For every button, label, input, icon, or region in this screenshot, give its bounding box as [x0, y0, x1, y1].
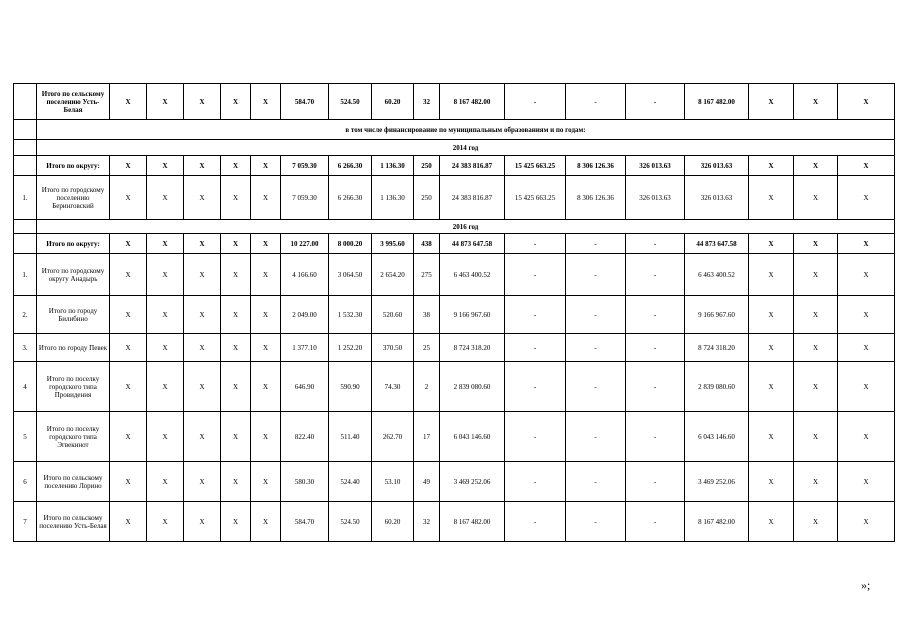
cell: -: [566, 254, 626, 296]
cell: 438: [414, 234, 440, 254]
cell: 370.50: [372, 334, 414, 362]
table-row: [14, 362, 895, 412]
cell: X: [221, 234, 251, 254]
cell: X: [749, 156, 794, 176]
cell: X: [110, 156, 147, 176]
cell: X: [184, 362, 221, 412]
section-row: [14, 120, 895, 140]
cell: X: [184, 296, 221, 334]
cell: 10 227.00: [281, 234, 329, 254]
row-label: Итого по сельскому поселению Лорино: [37, 462, 110, 502]
cell: -: [626, 412, 685, 462]
row-number: [14, 84, 37, 120]
cell: -: [505, 334, 566, 362]
cell: X: [110, 254, 147, 296]
cell: -: [626, 462, 685, 502]
cell: -: [566, 502, 626, 542]
cell: X: [184, 502, 221, 542]
cell: 8 167 482.00: [685, 84, 749, 120]
cell: 580.30: [281, 462, 329, 502]
cell: 38: [414, 296, 440, 334]
cell: -: [505, 362, 566, 412]
cell: -: [566, 412, 626, 462]
cell: -: [566, 462, 626, 502]
cell: X: [838, 412, 895, 462]
row-label: Итого по городу Певек: [37, 334, 110, 362]
cell: -: [626, 234, 685, 254]
cell: 6 266.30: [329, 176, 372, 220]
cell: 60.20: [372, 502, 414, 542]
cell: 8 306 126.36: [566, 156, 626, 176]
cell: X: [838, 84, 895, 120]
cell: 7 059.30: [281, 176, 329, 220]
cell: X: [251, 334, 281, 362]
cell: X: [147, 234, 184, 254]
cell: X: [147, 334, 184, 362]
cell: 275: [414, 254, 440, 296]
cell: X: [147, 84, 184, 120]
cell: X: [221, 362, 251, 412]
cell: 1 252.20: [329, 334, 372, 362]
cell: X: [147, 296, 184, 334]
cell: X: [110, 296, 147, 334]
cell: 6 463 400.52: [685, 254, 749, 296]
cell: X: [794, 234, 838, 254]
cell: X: [184, 176, 221, 220]
table-row: [14, 334, 895, 362]
cell: 250: [414, 156, 440, 176]
cell: X: [794, 362, 838, 412]
cell: X: [251, 502, 281, 542]
cell: X: [110, 84, 147, 120]
cell: X: [251, 254, 281, 296]
table-row: [14, 462, 895, 502]
closing-quote-mark: »;: [861, 578, 871, 592]
cell: X: [251, 296, 281, 334]
cell: X: [110, 502, 147, 542]
cell: 32: [414, 502, 440, 542]
cell: X: [147, 462, 184, 502]
row-label: Итого по городскому округу Анадырь: [37, 254, 110, 296]
cell: X: [251, 412, 281, 462]
cell: 6 043 146.60: [440, 412, 505, 462]
cell: X: [749, 462, 794, 502]
cell: X: [794, 296, 838, 334]
cell: 1 136.30: [372, 176, 414, 220]
cell: 8 167 482.00: [440, 502, 505, 542]
cell: X: [221, 334, 251, 362]
cell: X: [838, 254, 895, 296]
cell: X: [184, 254, 221, 296]
cell: 326 013.63: [626, 156, 685, 176]
table-row: [14, 296, 895, 334]
row-number: [14, 140, 37, 156]
cell: X: [110, 334, 147, 362]
cell: 524.40: [329, 462, 372, 502]
cell: 2 654.20: [372, 254, 414, 296]
cell: 2 049.00: [281, 296, 329, 334]
financing-table: [13, 83, 895, 542]
cell: X: [110, 362, 147, 412]
cell: X: [838, 502, 895, 542]
cell: 584.70: [281, 84, 329, 120]
cell: X: [110, 176, 147, 220]
row-number: 5: [14, 412, 37, 462]
cell: X: [251, 234, 281, 254]
cell: X: [251, 84, 281, 120]
cell: X: [147, 254, 184, 296]
cell: 2 839 080.60: [685, 362, 749, 412]
cell: 8 724 318.20: [440, 334, 505, 362]
row-label: Итого по округу:: [37, 234, 110, 254]
cell: X: [794, 412, 838, 462]
row-number: 7: [14, 502, 37, 542]
cell: -: [626, 334, 685, 362]
cell: -: [505, 296, 566, 334]
section-title: в том числе финансирование по муниципальным образованиям и по годам:: [37, 120, 895, 140]
cell: X: [221, 296, 251, 334]
cell: 8 724 318.20: [685, 334, 749, 362]
row-number: 6: [14, 462, 37, 502]
cell: X: [749, 502, 794, 542]
cell: X: [184, 234, 221, 254]
table-row: [14, 176, 895, 220]
cell: X: [221, 84, 251, 120]
cell: -: [505, 234, 566, 254]
cell: 524.50: [329, 502, 372, 542]
cell: -: [566, 334, 626, 362]
cell: 74.30: [372, 362, 414, 412]
cell: 326 013.63: [626, 176, 685, 220]
cell: X: [221, 254, 251, 296]
cell: 44 873 647.58: [440, 234, 505, 254]
cell: 1 136.30: [372, 156, 414, 176]
cell: 8 167 482.00: [685, 502, 749, 542]
cell: 250: [414, 176, 440, 220]
cell: 6 463 400.52: [440, 254, 505, 296]
cell: 7 059.30: [281, 156, 329, 176]
cell: -: [626, 502, 685, 542]
cell: 32: [414, 84, 440, 120]
cell: 326 013.63: [685, 156, 749, 176]
cell: X: [184, 462, 221, 502]
cell: -: [566, 234, 626, 254]
cell: 15 425 663.25: [505, 156, 566, 176]
cell: X: [221, 156, 251, 176]
cell: 1 532.30: [329, 296, 372, 334]
cell: X: [794, 156, 838, 176]
year-row: [14, 220, 895, 234]
cell: -: [505, 502, 566, 542]
cell: X: [184, 156, 221, 176]
cell: -: [505, 84, 566, 120]
cell: X: [147, 176, 184, 220]
cell: X: [749, 334, 794, 362]
cell: X: [794, 502, 838, 542]
cell: X: [110, 462, 147, 502]
row-label: Итого по округу:: [37, 156, 110, 176]
cell: 262.70: [372, 412, 414, 462]
cell: X: [251, 156, 281, 176]
cell: X: [184, 84, 221, 120]
cell: X: [749, 234, 794, 254]
cell: 3 995.60: [372, 234, 414, 254]
table-row: [14, 502, 895, 542]
cell: X: [794, 176, 838, 220]
cell: -: [626, 84, 685, 120]
year-heading: 2016 год: [37, 220, 895, 234]
cell: 326 013.63: [685, 176, 749, 220]
cell: X: [838, 462, 895, 502]
row-number: 1.: [14, 254, 37, 296]
cell: X: [147, 412, 184, 462]
cell: X: [838, 156, 895, 176]
cell: X: [221, 502, 251, 542]
cell: X: [251, 462, 281, 502]
year-row: [14, 140, 895, 156]
cell: 3 064.50: [329, 254, 372, 296]
cell: 822.40: [281, 412, 329, 462]
cell: 1 377.10: [281, 334, 329, 362]
cell: X: [838, 176, 895, 220]
row-label: Итого по поселку городского типа Провидения: [37, 362, 110, 412]
cell: 646.90: [281, 362, 329, 412]
cell: 24 383 816.87: [440, 176, 505, 220]
cell: 6 266.30: [329, 156, 372, 176]
cell: X: [838, 234, 895, 254]
row-number: 2.: [14, 296, 37, 334]
cell: 8 306 126.36: [566, 176, 626, 220]
row-number: 4: [14, 362, 37, 412]
cell: 25: [414, 334, 440, 362]
cell: 49: [414, 462, 440, 502]
row-number: [14, 234, 37, 254]
cell: X: [110, 412, 147, 462]
table-row: [14, 234, 895, 254]
cell: X: [184, 334, 221, 362]
cell: X: [147, 502, 184, 542]
cell: -: [566, 84, 626, 120]
row-label: Итого по сельскому поселению Усть-Белая: [37, 502, 110, 542]
cell: X: [221, 412, 251, 462]
cell: X: [749, 296, 794, 334]
cell: 511.40: [329, 412, 372, 462]
cell: 6 043 146.60: [685, 412, 749, 462]
cell: 2 839 080.60: [440, 362, 505, 412]
cell: X: [749, 84, 794, 120]
cell: 3 469 252.06: [440, 462, 505, 502]
cell: X: [147, 156, 184, 176]
cell: 8 000.20: [329, 234, 372, 254]
cell: X: [838, 334, 895, 362]
row-number: [14, 120, 37, 140]
cell: X: [749, 254, 794, 296]
cell: 524.50: [329, 84, 372, 120]
cell: 44 873 647.58: [685, 234, 749, 254]
cell: -: [626, 254, 685, 296]
cell: X: [221, 176, 251, 220]
table-row: [14, 254, 895, 296]
cell: 584.70: [281, 502, 329, 542]
cell: X: [749, 176, 794, 220]
cell: 2: [414, 362, 440, 412]
cell: -: [566, 296, 626, 334]
row-number: [14, 156, 37, 176]
cell: -: [626, 296, 685, 334]
cell: 53.10: [372, 462, 414, 502]
cell: X: [794, 254, 838, 296]
cell: -: [626, 362, 685, 412]
cell: X: [251, 176, 281, 220]
cell: X: [749, 362, 794, 412]
cell: 15 425 663.25: [505, 176, 566, 220]
cell: 520.60: [372, 296, 414, 334]
table-row: [14, 412, 895, 462]
cell: X: [147, 362, 184, 412]
cell: -: [505, 462, 566, 502]
cell: 4 166.60: [281, 254, 329, 296]
cell: -: [566, 362, 626, 412]
cell: -: [505, 412, 566, 462]
row-label: Итого по поселку городского типа Эгвекинот: [37, 412, 110, 462]
row-number: 1.: [14, 176, 37, 220]
cell: X: [838, 362, 895, 412]
cell: 590.90: [329, 362, 372, 412]
cell: 24 383 816.87: [440, 156, 505, 176]
cell: X: [110, 234, 147, 254]
cell: 9 166 967.60: [685, 296, 749, 334]
table-row: [14, 156, 895, 176]
cell: X: [838, 296, 895, 334]
row-number: 3.: [14, 334, 37, 362]
cell: X: [794, 334, 838, 362]
cell: X: [749, 412, 794, 462]
cell: -: [505, 254, 566, 296]
cell: X: [184, 412, 221, 462]
cell: 60.20: [372, 84, 414, 120]
cell: 3 469 252.06: [685, 462, 749, 502]
table-row: [14, 84, 895, 120]
row-number: [14, 220, 37, 234]
cell: X: [221, 462, 251, 502]
cell: X: [251, 362, 281, 412]
cell: X: [794, 462, 838, 502]
cell: X: [794, 84, 838, 120]
year-heading: 2014 год: [37, 140, 895, 156]
row-label: Итого по городскому поселению Беринговский: [37, 176, 110, 220]
row-label: Итого по городу Билибино: [37, 296, 110, 334]
cell: 17: [414, 412, 440, 462]
cell: 9 166 967.60: [440, 296, 505, 334]
row-label: Итого по сельскому поселению Усть-Белая: [37, 84, 110, 120]
cell: 8 167 482.00: [440, 84, 505, 120]
